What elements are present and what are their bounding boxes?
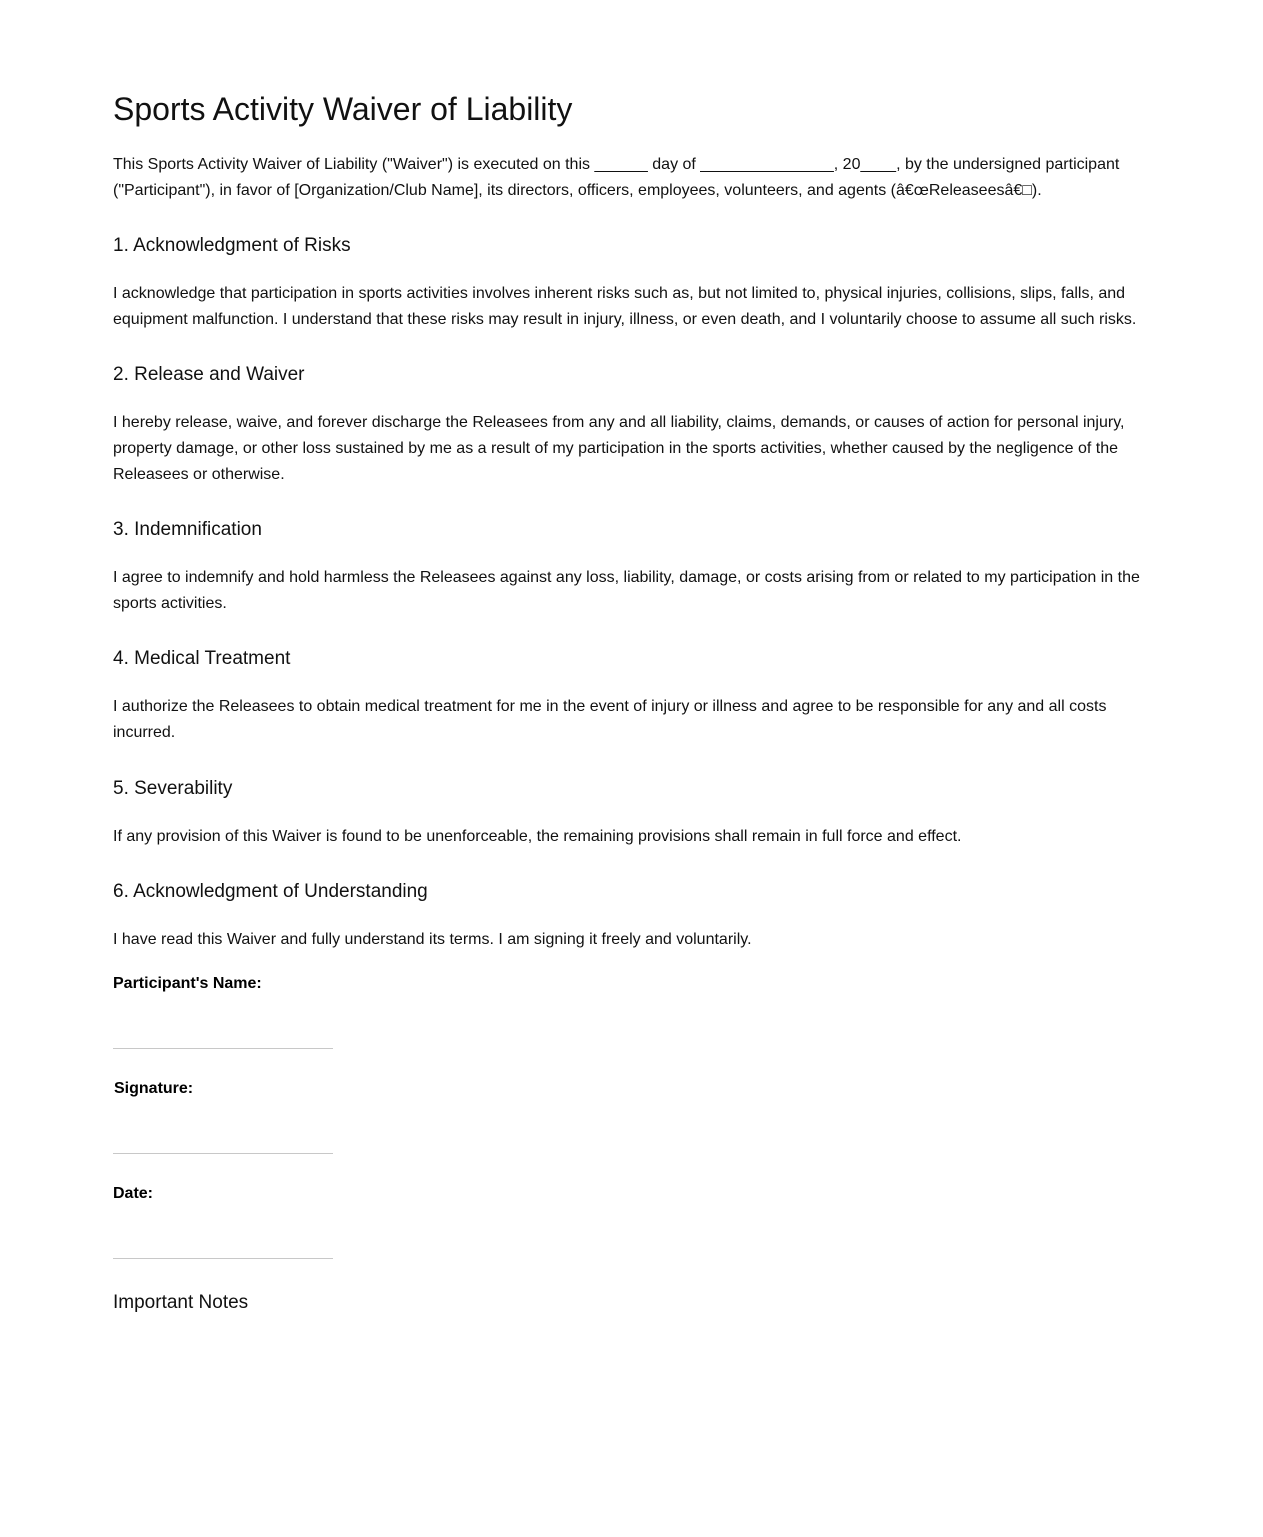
section-heading-indemnification: 3. Indemnification [113, 519, 262, 540]
date-label: Date: [113, 1185, 154, 1202]
section-body-understanding: I have read this Waiver and fully understand its terms. I am signing it freely and voluntarily. [113, 931, 752, 948]
section-heading-medical: 4. Medical Treatment [113, 648, 291, 669]
section-heading-risks: 1. Acknowledgment of Risks [113, 235, 351, 256]
section-body-indemnification: I agree to indemnify and hold harmless the Releasees against any loss, liability, damage, or costs arising from or related to my participation in the sports activities. [113, 569, 1140, 612]
clipped-section-region [113, 1288, 513, 1313]
section-heading-understanding: 6. Acknowledgment of Understanding [113, 881, 428, 902]
section-body-release: I hereby release, waive, and forever discharge the Releasees from any and all liability, claims, demands, or causes of action for personal injury, property damage, or other loss sustained by me as a result of my participation in the sports activities, whether caused by the negligence of the Releasees or otherwise. [113, 414, 1125, 483]
section-body-risks: I acknowledge that participation in sports activities involves inherent risks such as, but not limited to, physical injuries, collisions, slips, falls, and equipment malfunction. I understand that these risks may result in injury, illness, or even death, and I voluntarily choose to assume all such risks. [113, 285, 1137, 328]
section-heading-release: 2. Release and Waiver [113, 364, 305, 385]
signature-label: Signature: [114, 1080, 194, 1097]
intro-paragraph: This Sports Activity Waiver of Liability ("Waiver") is executed on this ______ day of _______________, 20____, by the undersigned participant ("Participant"), in favor of [Organization/Club Name], its directors, officers, employees, volunteers, and agents (â€œReleaseesâ€□). [113, 156, 1120, 199]
participant-name-label: Participant's Name: [113, 975, 262, 992]
section-heading-severability: 5. Severability [113, 778, 233, 799]
participant-name-line[interactable] [113, 1048, 333, 1049]
date-line[interactable] [113, 1258, 333, 1259]
section-body-severability: If any provision of this Waiver is found to be unenforceable, the remaining provisions shall remain in full force and effect. [113, 828, 962, 845]
section-heading-important-notes: Important Notes [113, 1292, 249, 1313]
section-body-medical: I authorize the Releasees to obtain medical treatment for me in the event of injury or illness and agree to be responsible for any and all costs incurred. [113, 698, 1107, 741]
signature-line[interactable] [113, 1153, 333, 1154]
page-title: Sports Activity Waiver of Liability [113, 91, 573, 127]
